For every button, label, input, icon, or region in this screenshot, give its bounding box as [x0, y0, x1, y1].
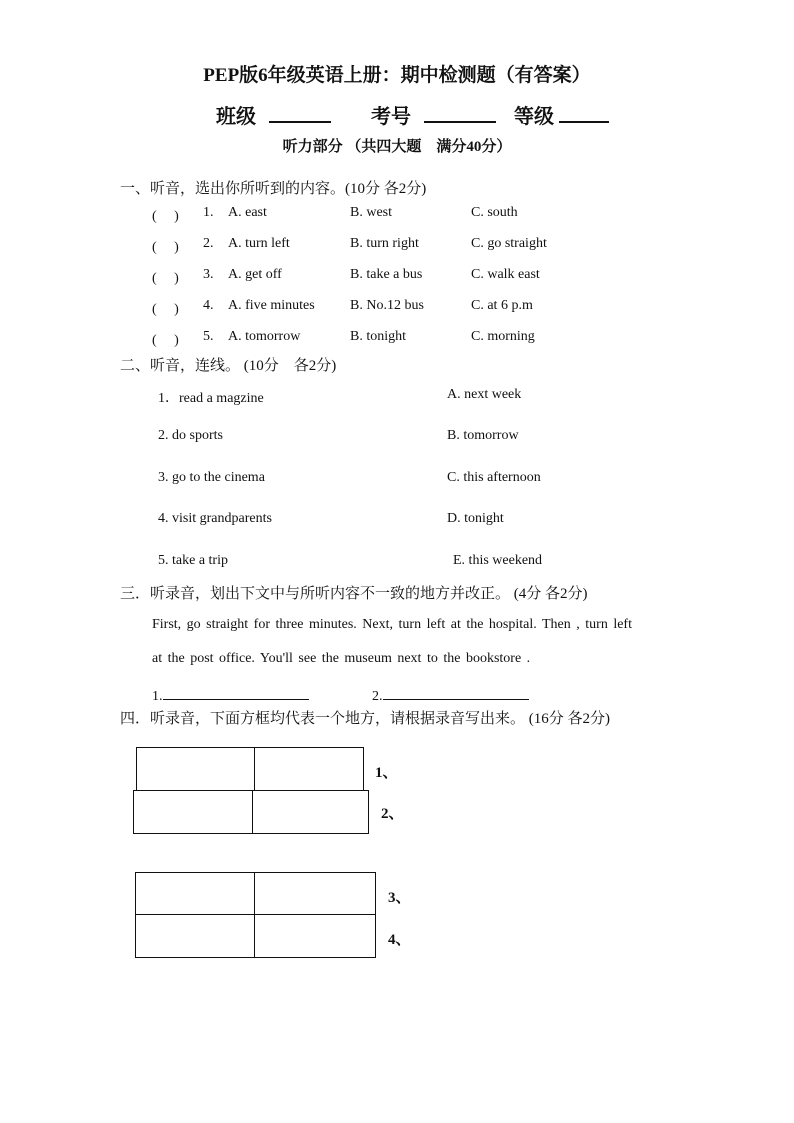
answer-box[interactable]	[133, 790, 254, 834]
document-title: PEP版6年级英语上册：期中检测题（有答案）	[203, 65, 591, 86]
option-a: A. turn left	[228, 236, 290, 251]
answer-box[interactable]	[254, 914, 376, 958]
answer-blank-1[interactable]	[152, 685, 309, 705]
student-info-line	[216, 100, 609, 129]
option-c: C. walk east	[471, 267, 540, 282]
question-number: 3.	[203, 267, 214, 282]
match-right-item: A. next week	[447, 387, 522, 402]
option-c: C. go straight	[471, 236, 547, 251]
answer-box[interactable]	[254, 747, 364, 791]
option-a: A. east	[228, 205, 267, 220]
match-right-item: C. this afternoon	[447, 470, 541, 485]
answer-number: 1.	[152, 689, 163, 704]
match-left-item: 4. visit grandparents	[158, 511, 272, 526]
question-number: 5.	[203, 329, 214, 344]
answer-bracket[interactable]: ( )	[152, 302, 179, 317]
class-blank[interactable]	[269, 101, 331, 123]
option-c: C. morning	[471, 329, 535, 344]
match-left-item: 2. do sports	[158, 428, 223, 443]
answer-number: 2.	[372, 689, 383, 704]
exam-number-label: 考号	[371, 106, 411, 128]
section3-heading: 三．听录音，划出下文中与所听内容不一致的地方并改正。 (4分 各2分)	[120, 586, 588, 602]
box-label: 2、	[381, 806, 404, 822]
passage-line: First, go straight for three minutes. Next, turn left at the hospital. Then , turn left	[152, 617, 632, 632]
box-label: 4、	[388, 932, 411, 948]
match-left-item: 1．read a magzine	[158, 391, 264, 406]
listening-section-header: 听力部分 （共四大题 满分40分）	[282, 139, 512, 155]
option-b: B. tonight	[350, 329, 407, 344]
match-left-item: 3. go to the cinema	[158, 470, 265, 485]
match-left-item: 5. take a trip	[158, 553, 228, 568]
section2-heading: 二、听音，连线。 (10分 各2分)	[120, 358, 337, 374]
exam-number-blank[interactable]	[424, 101, 496, 123]
option-c: C. at 6 p.m	[471, 298, 533, 313]
question-number: 2.	[203, 236, 214, 251]
option-a: A. get off	[228, 267, 282, 282]
answer-box[interactable]	[136, 747, 256, 791]
answer-bracket[interactable]: ( )	[152, 240, 179, 255]
match-right-item: E. this weekend	[453, 553, 543, 568]
option-a: A. tomorrow	[228, 329, 301, 344]
passage-line: at the post office. You'll see the museum next to the bookstore .	[152, 651, 531, 666]
answer-box[interactable]	[135, 872, 256, 916]
match-right-item: B. tomorrow	[447, 428, 519, 443]
grade-blank[interactable]	[559, 101, 609, 123]
option-b: B. west	[350, 205, 392, 220]
answer-blank-2[interactable]	[372, 685, 529, 705]
question-number: 1.	[203, 205, 214, 220]
option-b: B. turn right	[350, 236, 419, 251]
option-a: A. five minutes	[228, 298, 315, 313]
match-right-item: D. tonight	[447, 511, 504, 526]
section1-heading: 一、听音，选出你所听到的内容。(10分 各2分)	[120, 181, 427, 197]
class-label: 班级	[216, 106, 256, 128]
answer-bracket[interactable]: ( )	[152, 333, 179, 348]
option-c: C. south	[471, 205, 518, 220]
answer-box[interactable]	[254, 872, 376, 916]
option-b: B. take a bus	[350, 267, 423, 282]
answer-box[interactable]	[252, 790, 369, 834]
option-b: B. No.12 bus	[350, 298, 424, 313]
answer-bracket[interactable]: ( )	[152, 209, 179, 224]
grade-label: 等级	[514, 106, 554, 128]
question-number: 4.	[203, 298, 214, 313]
box-label: 1、	[375, 765, 398, 781]
box-label: 3、	[388, 890, 411, 906]
answer-box[interactable]	[135, 914, 256, 958]
section4-heading: 四．听录音，下面方框均代表一个地方，请根据录音写出来。 (16分 各2分)	[120, 711, 610, 727]
answer-bracket[interactable]: ( )	[152, 271, 179, 286]
